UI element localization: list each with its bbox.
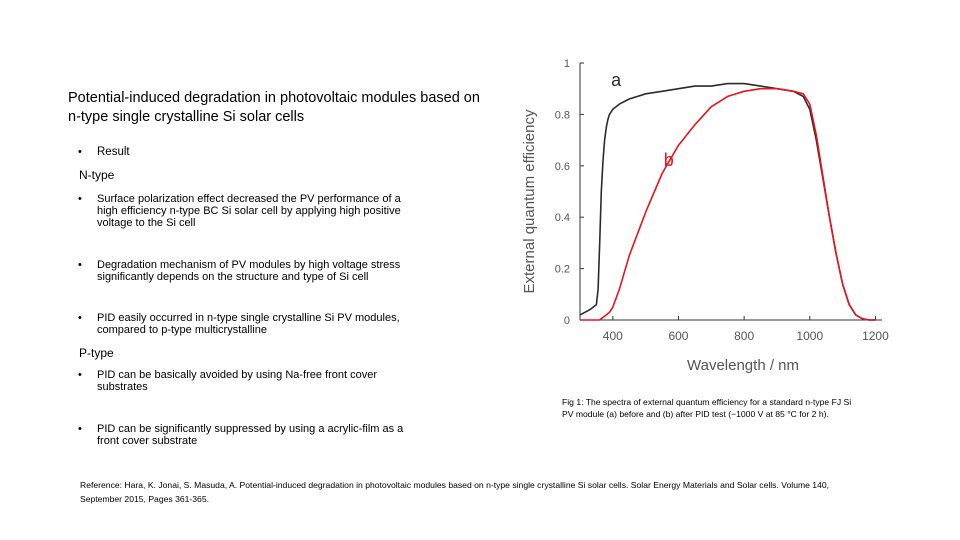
y-tick-label: 0.4: [554, 212, 570, 225]
bullet-marker: •: [78, 312, 82, 324]
series-a-label: a: [611, 70, 622, 91]
result-label: Result: [97, 146, 130, 158]
ptype-bullet-2: [78, 423, 408, 451]
x-tick-label: 600: [668, 329, 689, 343]
result-bullet: [78, 146, 378, 160]
figure-caption: Fig 1: The spectra of external quantum efficiency for a standard n-type FJ Si PV module (a) before and (b) after PID test (−1000 V at 85 °C for 2 h).: [562, 397, 852, 419]
series-a-line: [580, 84, 875, 320]
x-axis-title: Wavelength / nm: [687, 357, 799, 374]
reference-text: Reference: Hara, K. Jonai, S. Masuda, A. Potential-induced degradation in photovoltaic modules based on n-type single crystalline Si solar cells. Solar Energy Materials and Solar cells. Volume 140, September 2015, Pages 361-365.: [80, 480, 830, 504]
bullet-text: Degradation mechanism of PV modules by high voltage stress significantly depends on the structure and type of Si cell: [97, 259, 401, 283]
eqe-chart: [510, 48, 890, 383]
bullet-text: PID can be significantly suppressed by using a acrylic-film as a front cover substrate: [97, 423, 404, 447]
y-tick-label: 1: [563, 58, 570, 70]
bullet-marker: •: [78, 369, 82, 381]
y-tick-label: 0.6: [554, 160, 570, 173]
bullet-marker: •: [78, 259, 82, 271]
ntype-bullet-3: [78, 312, 408, 340]
ntype-bullet-1: [78, 193, 408, 233]
x-tick-label: 800: [734, 329, 755, 343]
ptype-heading: P-type: [79, 346, 114, 360]
ntype-bullet-2: [78, 259, 408, 287]
bullet-marker: •: [78, 193, 82, 205]
x-tick-label: 1200: [862, 329, 889, 343]
series-b-line: [580, 89, 875, 320]
bullet-marker: •: [78, 423, 82, 435]
ntype-heading: N-type: [79, 168, 115, 182]
x-tick-label: 400: [602, 329, 623, 343]
bullet-text: Surface polarization effect decreased the PV performance of a high efficiency n-type BC Si solar cell by applying high positive voltage to the Si cell: [97, 193, 401, 229]
ptype-bullet-1: [78, 369, 408, 397]
y-tick-label: 0: [563, 315, 570, 327]
y-tick-label: 0.8: [554, 109, 570, 122]
bullet-marker: •: [78, 146, 82, 158]
y-tick-label: 0.2: [554, 263, 570, 276]
y-axis-title: External quantum efficiency: [521, 109, 538, 294]
bullet-text: PID can be basically avoided by using Na-free front cover substrates: [97, 369, 378, 393]
slide-title: Potential-induced degradation in photovoltaic modules based on n-type single crystalline Si solar cells: [68, 90, 480, 125]
series-b-label: b: [663, 149, 674, 170]
x-tick-label: 1000: [796, 329, 824, 343]
bullet-text: PID easily occurred in n-type single crystalline Si PV modules, compared to p-type multicrystalline: [97, 312, 400, 336]
